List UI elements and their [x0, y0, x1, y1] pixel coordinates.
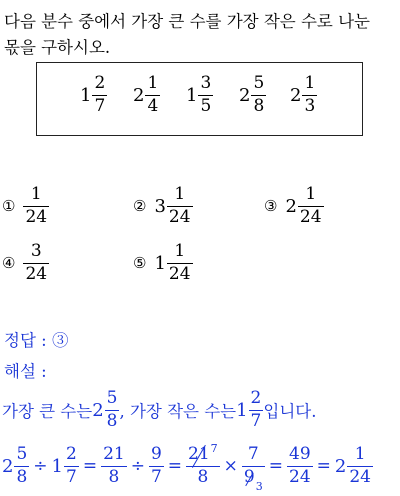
result: 2 $\frac{1}{24}$	[334, 444, 371, 487]
largest-fraction: 2 $\frac{5}{8}$	[92, 388, 118, 431]
term-c: $\frac{21}{8}$	[103, 444, 125, 487]
option-3[interactable]: ③ 2 $\frac{1}{24}$	[264, 184, 322, 227]
question-line-1: 다음 분수 중에서 가장 큰 수를 가장 작은 수로 나눈	[4, 12, 370, 31]
box-fraction-4: 2 $\frac{5}{8}$	[239, 73, 265, 116]
term-d: $\frac{9}{7}$	[150, 444, 162, 487]
term-a: 2 $\frac{5}{8}$	[2, 444, 28, 487]
term-f: $\frac{7}{9_3}$	[243, 444, 263, 493]
smallest-fraction: 1 $\frac{2}{7}$	[236, 388, 262, 431]
box-fraction-1: 1 $\frac{2}{7}$	[80, 73, 106, 116]
solution-equation: 2 $\frac{5}{8}$ ÷ 1 $\frac{2}{7}$ = $\frac{21}{8}$ ÷ $\frac{9}{7}$ = $\frac{21^7}{8}$ × $\frac{7}{9_3}$ = $\frac{49}{24}$ = 2 $\frac{1}{24}$	[2, 442, 371, 493]
box-fraction-2: 2 $\frac{1}{4}$	[133, 73, 159, 116]
answer-value: ③	[51, 331, 69, 350]
option-2[interactable]: ② 3 $\frac{1}{24}$	[133, 184, 191, 227]
box-fraction-3: 1 $\frac{3}{5}$	[186, 73, 212, 116]
option-1[interactable]: ① $\frac{1}{24}$	[2, 184, 48, 227]
answer-line	[4, 327, 68, 351]
box-fraction-5: 2 $\frac{1}{3}$	[290, 73, 316, 116]
answer-label: 정답 :	[4, 331, 52, 350]
option-4[interactable]: ④ $\frac{3}{24}$	[2, 241, 48, 284]
term-b: 1 $\frac{2}{7}$	[51, 444, 77, 487]
term-g: $\frac{49}{24}$	[289, 444, 311, 487]
explanation-label: 해설 :	[4, 362, 47, 381]
option-5[interactable]: ⑤ 1 $\frac{1}{24}$	[133, 241, 191, 284]
term-e: $\frac{21^7}{8}$	[188, 442, 218, 487]
explanation-line: 가장 큰 수는 2 $\frac{5}{8}$ , 가장 작은 수는 1 $\frac{2}{7}$ 입니다.	[2, 388, 317, 431]
question-line-2: 몫을 구하시오.	[4, 38, 111, 57]
